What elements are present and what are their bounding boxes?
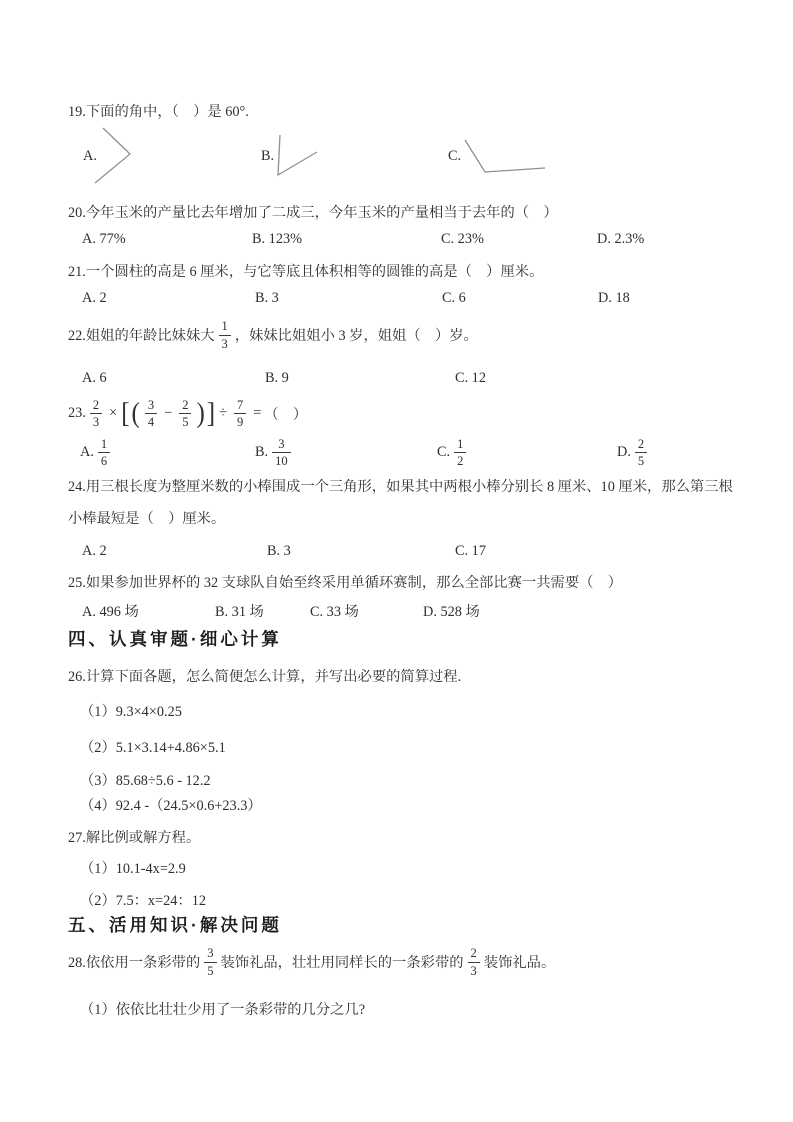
question-24-text-line1: 24.用三根长度为整厘米数的小棒围成一个三角形，如果其中两根小棒分别长 8 厘米、10 厘米，那么第三根: [68, 479, 733, 495]
fraction: $\frac{1}{3}$: [219, 319, 231, 351]
fraction: $\frac{2}{3}$: [468, 946, 480, 978]
answer-blank: （ ）: [264, 406, 308, 423]
option: A. 2: [82, 543, 107, 559]
question-21-options: [0, 290, 793, 312]
angle-a-label: A.: [83, 148, 97, 164]
question-28-mid: 装饰礼品，壮壮用同样长的一条彩带的: [220, 955, 464, 971]
option: C. $\frac{1}{2}$: [437, 437, 470, 469]
option: B. 123%: [252, 231, 303, 247]
question-23-options: [0, 437, 793, 474]
option: B. 3: [255, 290, 279, 306]
fraction: $\frac{1}{2}$: [454, 437, 466, 469]
question-20-text: 20.今年玉米的产量比去年增加了二成三，今年玉米的产量相当于去年的（ ）: [68, 205, 558, 221]
question-25-options: [0, 601, 793, 623]
question-26-item-2: （2）5.1×3.14+4.86×5.1: [80, 740, 226, 756]
option: D. 528 场: [423, 604, 480, 620]
times-operator: ×: [109, 405, 118, 421]
minus-operator: −: [164, 405, 173, 421]
fraction: $\frac{1}{6}$: [98, 437, 110, 469]
question-24-text-line2: 小棒最短是（ ）厘米。: [68, 511, 226, 527]
option: B. 3: [267, 543, 291, 559]
option: A. $\frac{1}{6}$: [80, 437, 114, 469]
paren-open: (: [131, 398, 140, 429]
divide-operator: ÷: [219, 405, 227, 421]
angle-b-figure: [272, 131, 324, 179]
question-22-post: ，妹妹比姐姐小 3 岁，姐姐（ ）岁。: [234, 328, 478, 344]
option: A. 6: [82, 370, 107, 386]
option: A. 77%: [82, 231, 126, 247]
option: B. 9: [265, 370, 289, 386]
option: B. $\frac{3}{10}$: [255, 437, 295, 469]
option: D. 18: [598, 290, 630, 306]
option: A. 2: [82, 290, 107, 306]
bracket-open: [: [121, 398, 130, 429]
question-21-text: 21.一个圆柱的高是 6 厘米，与它等底且体积相等的圆锥的高是（ ）厘米。: [68, 264, 544, 280]
question-27-text: 27.解比例或解方程。: [68, 830, 201, 846]
question-27-item-1: （1）10.1-4x=2.9: [80, 861, 186, 877]
fraction: $\frac{3}{10}$: [272, 437, 291, 469]
angle-a-figure: [93, 124, 135, 188]
question-26-item-4: （4）92.4 -（24.5×0.6+23.3）: [80, 798, 262, 814]
question-23-number: 23.: [68, 405, 86, 421]
question-24-options: [0, 543, 793, 565]
option: C. 17: [455, 543, 486, 559]
question-20-options: [0, 231, 793, 253]
question-22-options: [0, 370, 793, 392]
question-22-pre: 22.姐姐的年龄比妹妹大: [68, 328, 215, 344]
section-4-heading: 四、认真审题·细心计算: [68, 629, 282, 649]
option: D. $\frac{2}{5}$: [617, 437, 651, 469]
question-22-text: [68, 315, 478, 355]
option: A. 496 场: [82, 604, 139, 620]
option: C. 6: [442, 290, 466, 306]
fraction: $\frac{3}{4}$: [145, 398, 157, 430]
question-26-text: 26.计算下面各题，怎么简便怎么计算，并写出必要的简算过程.: [68, 669, 462, 685]
question-26-item-1: （1）9.3×4×0.25: [80, 704, 182, 720]
option: C. 33 场: [310, 604, 359, 620]
fraction: $\frac{3}{5}$: [204, 946, 216, 978]
angle-b-label: B.: [261, 148, 275, 164]
option: B. 31 场: [215, 604, 264, 620]
question-28-text: [68, 941, 555, 983]
paren-close: ): [196, 398, 205, 429]
section-5-heading: 五、活用知识·解决问题: [68, 915, 282, 935]
fraction: $\frac{2}{5}$: [179, 398, 191, 430]
question-26-item-3: （3）85.68÷5.6 - 12.2: [80, 773, 211, 789]
fraction: $\frac{2}{5}$: [635, 437, 647, 469]
fraction: $\frac{2}{3}$: [90, 398, 102, 430]
equals-sign: =: [253, 405, 262, 421]
question-23-formula: [68, 395, 307, 432]
question-25-text: 25.如果参加世界杯的 32 支球队自始至终采用单循环赛制，那么全部比赛一共需要（ ）: [68, 575, 623, 591]
question-27-item-2: （2）7.5：x=24：12: [80, 893, 207, 909]
angle-c-label: C.: [448, 148, 462, 164]
question-19-text: 19.下面的角中，（ ）是 60°.: [68, 104, 249, 120]
option: C. 23%: [441, 231, 484, 247]
question-28-pre: 28.依依用一条彩带的: [68, 955, 201, 971]
question-28-sub-1: （1）依依比壮壮少用了一条彩带的几分之几?: [80, 1002, 366, 1018]
bracket-close: ]: [206, 398, 216, 429]
question-28-post: 装饰礼品。: [483, 955, 556, 971]
option: C. 12: [455, 370, 486, 386]
option: D. 2.3%: [597, 231, 645, 247]
angle-c-figure: [458, 136, 550, 176]
fraction: $\frac{7}{9}$: [234, 398, 246, 430]
